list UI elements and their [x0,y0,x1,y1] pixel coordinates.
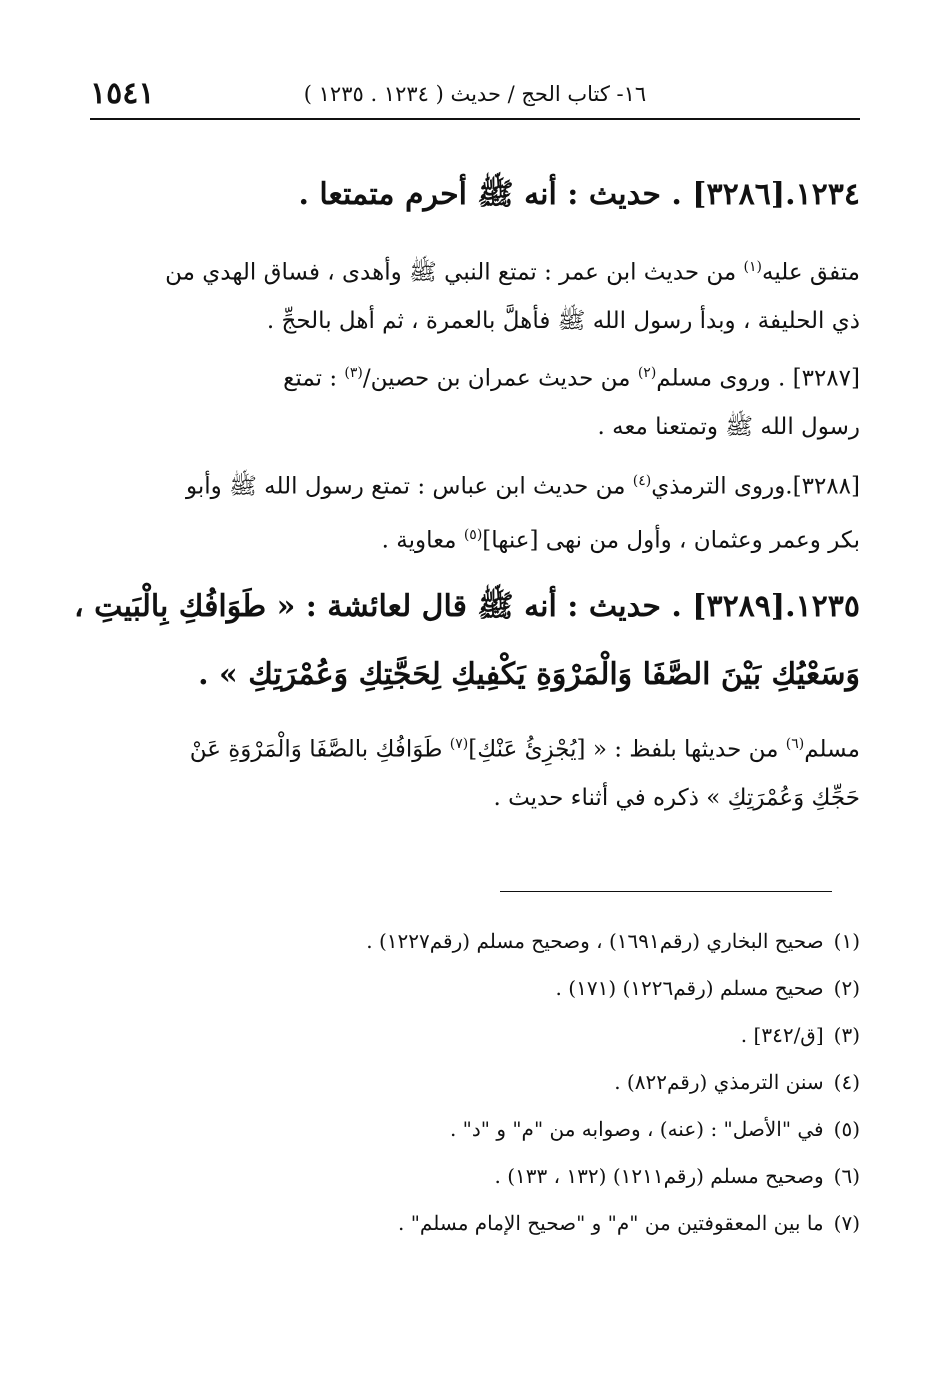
footnote-text: [ق/٣٤٢] . [740,1023,824,1047]
footnote-ref: (١) [743,259,762,275]
footnote-item [90,1200,860,1247]
page-number: ١٥٤١ [90,76,155,111]
footnote-number: (٥) [833,1117,860,1141]
text-line [90,457,860,511]
text-line [90,720,860,774]
text-run: بكر وعمر وعثمان ، وأول من نهى [عنها] [482,527,860,554]
text-run: من حديث ابن عمر : تمتع النبي ﷺ وأهدى ، فساق الهدي من [165,259,744,286]
hadith-1234-paragraph-2 [90,349,860,451]
hadith-1234-heading: ١٢٣٤.[٣٢٨٦] . حديث : أنه ﷺ أحرم متمتعا . [298,177,860,212]
heading-line: ١٢٣٥.[٣٢٨٩] . حديث : أنه ﷺ قال لعائشة : « طَوَافُكِ بِالْبَيتِ ، [74,589,860,624]
text-run: : تمتع [283,365,345,392]
footnote-ref: (٣) [344,365,363,381]
text-run: من حديث عمران بن حصين/ [362,365,638,392]
text-line: رسول الله ﷺ وتمتعنا معه . [597,413,860,440]
footnote-ref: (٢) [637,365,657,381]
footnote-text: وصحيح مسلم (رقم١٢١١) (١٣٢ ، ١٣٣) . [494,1164,824,1188]
footnote-text: سنن الترمذي (رقم٨٢٢) . [614,1070,824,1094]
text-run: متفق عليه [762,259,860,286]
hadith-1235-heading [74,580,860,702]
heading-line: وَسَعْيُكِ بَيْنَ الصَّفَا وَالْمَرْوَةِ يَكْفِيكِ لِحَجَّتِكِ وَعُمْرَتِكِ » . [198,657,860,692]
footnote-item [90,965,860,1012]
footnote-item [90,1059,860,1106]
footnote-number: (٢) [833,976,860,1000]
footnote-item [90,918,860,965]
text-line: حَجِّكِ وَعُمْرَتِكِ » ذكره في أثناء حديث . [493,784,860,811]
hadith-1234-paragraph-3 [90,457,860,564]
footnote-number: (٣) [833,1023,860,1047]
text-line [90,349,860,403]
footnote-number: (٦) [833,1164,860,1188]
footnote-ref: (٥) [463,526,483,543]
text-line [90,511,860,565]
footnote-text: ما بين المعقوفتين من "م" و "صحيح الإمام مسلم" . [398,1211,824,1235]
footnote-ref: (٧) [449,736,469,752]
running-title: ١٦- كتاب الحج / حديث ( ١٢٣٤ . ١٢٣٥ ) [303,82,647,106]
text-run: من حديثها بلفظ : « [يُجْزِئُ عَنْكِ] [468,736,786,763]
footnote-text: صحيح مسلم (رقم١٢٢٦) (١٧١) . [555,976,824,1000]
text-line: ذي الحليفة ، وبدأ رسول الله ﷺ فأهلَّ بالعمرة ، ثم أهل بالحجِّ . [266,307,860,334]
footnote-ref: (٤) [632,473,652,489]
footnote-number: (٧) [833,1211,860,1235]
footnote-item [90,1153,860,1200]
footnote-item [90,1106,860,1153]
hadith-1234-paragraph-1 [90,243,860,345]
page-header [90,76,860,120]
hadith-1235-paragraph [90,720,860,822]
text-run: مسلم [804,736,860,763]
footnote-text: في "الأصل" : (عنه) ، وصوابه من "م" و "د" . [449,1117,824,1141]
footnote-number: (١) [833,929,860,953]
text-run: [٣٢٨٨].وروى الترمذي [651,473,860,500]
footnote-item [90,1012,860,1059]
footnote-text: صحيح البخاري (رقم١٦٩١) ، وصحيح مسلم (رقم١٢٢٧) . [366,929,824,953]
text-line [90,243,860,297]
footnote-number: (٤) [833,1070,860,1094]
footnotes [90,918,860,1247]
footnote-separator [500,891,832,892]
text-run: [٣٢٨٧] . وروى مسلم [656,365,860,392]
footnote-ref: (٦) [785,736,805,752]
text-run: من حديث ابن عباس : تمتع رسول الله ﷺ وأبو [186,473,633,500]
text-run: معاوية . [381,527,464,554]
text-run: طَوَافُكِ بالصَّفَا وَالْمَرْوَةِ عَنْ [189,736,450,763]
